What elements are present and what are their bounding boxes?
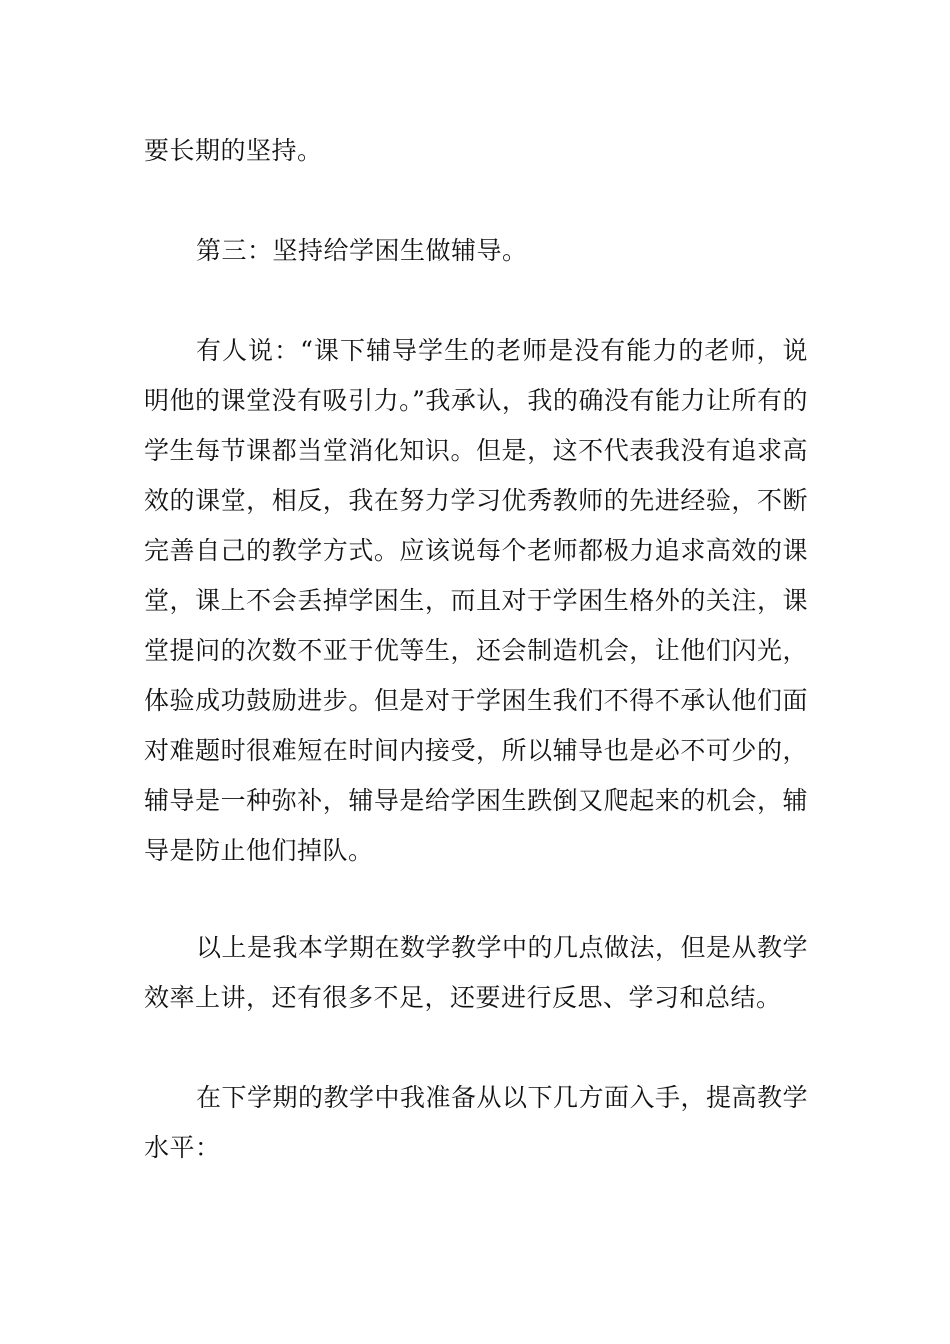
paragraph-tutoring: 有人说：“课下辅导学生的老师是没有能力的老师，说明他的课堂没有吸引力。”我承认，我的确没有能力让所有的学生每节课都当堂消化知识。但是，这不代表我没有追求高效的课堂，相反，我在努力学习优秀教师的先进经验，不断完善自己的教学方式。应该说每个老师都极力追求高效的课堂，课上不会丢掉学困生，而且对于学困生格外的关注，课堂提问的次数不亚于优等生，还会制造机会，让他们闪光，体验成功鼓励进步。但是对于学困生我们不得不承认他们面对难题时很难短在时间内接受，所以辅导也是必不可少的，辅导是一种弥补，辅导是给学困生跌倒又爬起来的机会，辅导是防止他们掉队。 [144, 336, 808, 865]
paragraph-heading-third: 第三：坚持给学困生做辅导。 [196, 236, 528, 265]
paragraph-next-term: 在下学期的教学中我准备从以下几方面入手，提高教学水平： [144, 1083, 809, 1162]
paragraph-summary: 以上是我本学期在数学教学中的几点做法，但是从教学效率上讲，还有很多不足，还要进行反思、学习和总结。 [144, 933, 809, 1012]
paragraph-continuation: 要长期的坚持。 [144, 136, 323, 165]
